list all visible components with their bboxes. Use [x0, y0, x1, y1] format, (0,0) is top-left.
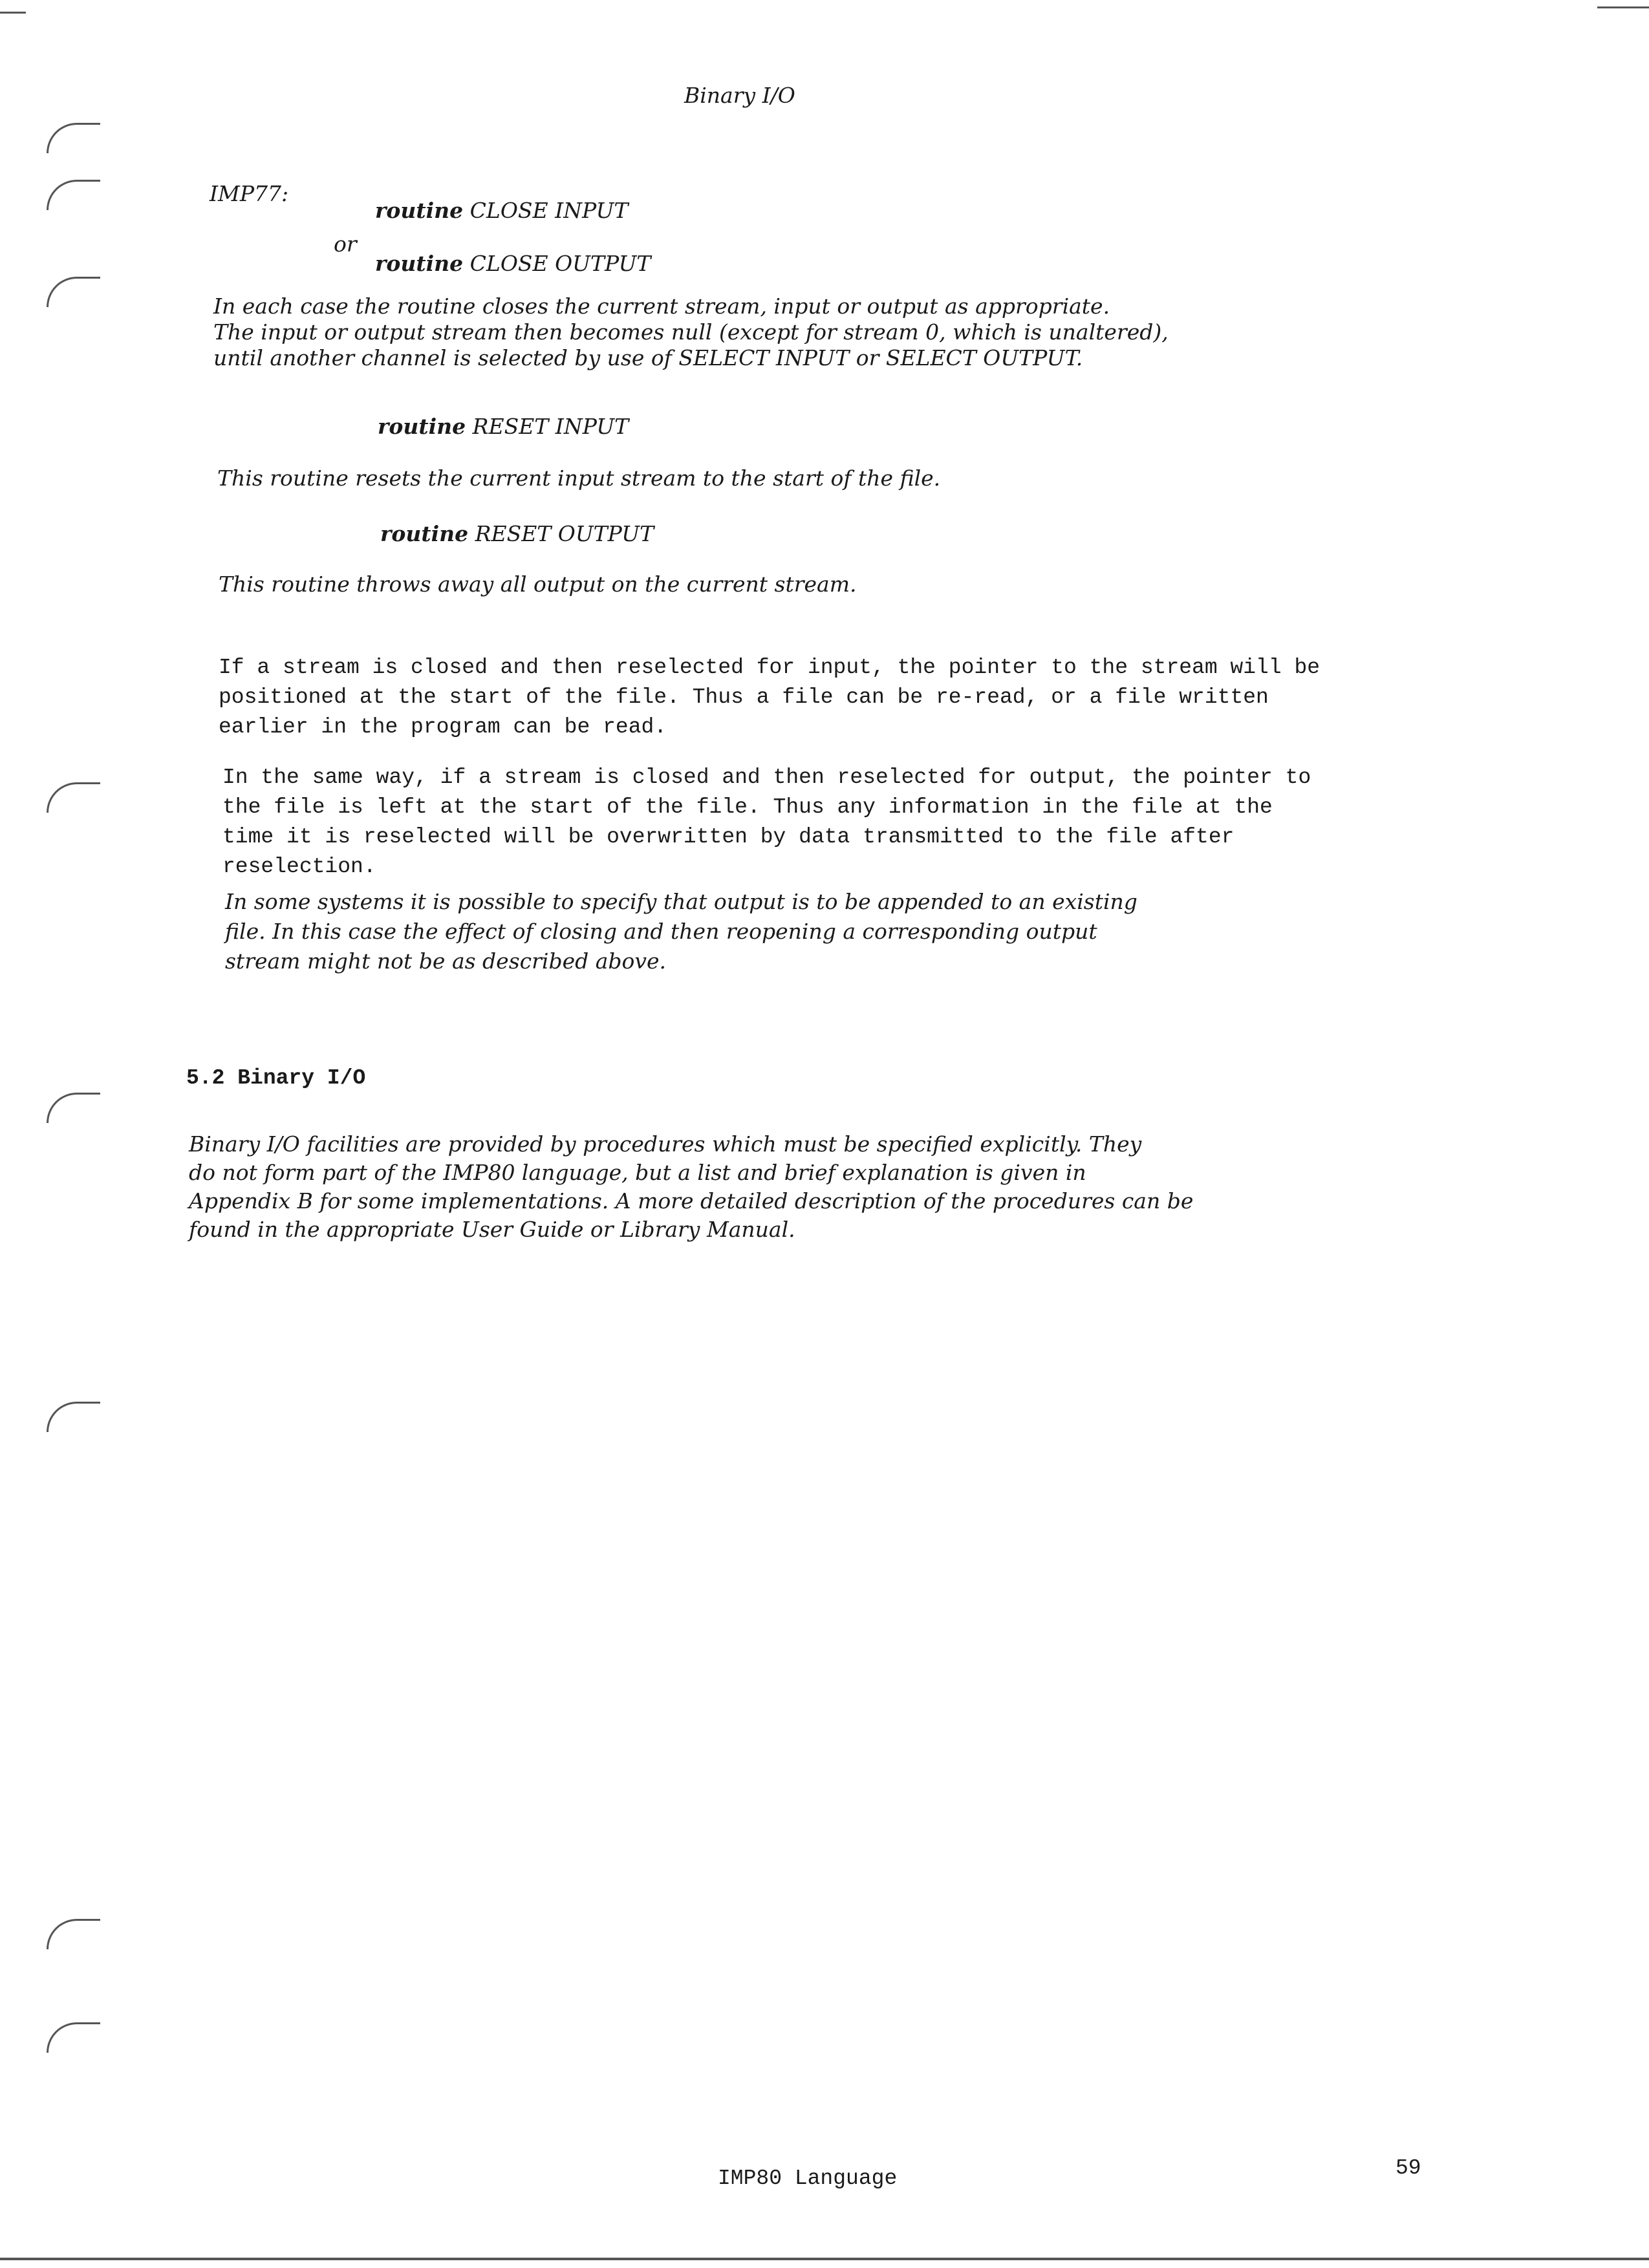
paragraph-line: If a stream is closed and then reselected for input, the pointer to the stream will be — [219, 656, 1320, 679]
paragraph-line: Binary I/O facilities are provided by procedures which must be specified explicitly. They — [189, 1131, 1142, 1157]
routine-keyword: routine — [378, 414, 466, 439]
bottom-rule — [0, 2258, 1649, 2260]
reset-output-name: RESET OUTPUT — [475, 521, 654, 546]
imp77-label: IMP77: — [210, 181, 289, 206]
top-left-edge-mark — [0, 12, 26, 14]
binder-hole-2 — [47, 180, 100, 210]
or-word: or — [334, 231, 357, 257]
paragraph-line: file. In this case the effect of closing and then reopening a corresponding output — [225, 919, 1097, 944]
close-description-line: until another channel is selected by use of SELECT INPUT or SELECT OUTPUT. — [213, 345, 1083, 370]
binder-hole-8 — [47, 2022, 100, 2053]
paragraph-line: earlier in the program can be read. — [219, 715, 667, 739]
paragraph-line: do not form part of the IMP80 language, but a list and brief explanation is given in — [189, 1160, 1086, 1185]
routine-keyword: routine — [380, 521, 469, 546]
reselect-input-paragraph — [219, 653, 1320, 742]
paragraph-line: time it is reselected will be overwritten by data transmitted to the file after — [222, 825, 1234, 849]
reset-output-description: This routine throws away all output on the current stream. — [219, 572, 857, 597]
reset-input-decl — [378, 414, 629, 440]
top-right-edge-mark — [1597, 6, 1649, 8]
binder-hole-1 — [47, 123, 100, 153]
paragraph-line: stream might not be as described above. — [225, 948, 667, 974]
binder-hole-3 — [47, 277, 100, 307]
binary-io-paragraph — [189, 1130, 1193, 1244]
binder-hole-6 — [47, 1402, 100, 1432]
close-input-name: CLOSE INPUT — [469, 198, 629, 223]
binder-hole-4 — [47, 782, 100, 813]
paragraph-line: Appendix B for some implementations. A more detailed description of the procedures can be — [189, 1188, 1194, 1214]
page-number: 59 — [1396, 2156, 1421, 2180]
paragraph-line: In some systems it is possible to specify that output is to be appended to an existing — [225, 889, 1137, 914]
routine-keyword: routine — [375, 198, 464, 223]
close-output-decl — [375, 251, 651, 277]
close-output-name: CLOSE OUTPUT — [469, 251, 651, 276]
paragraph-line: found in the appropriate User Guide or Library Manual. — [189, 1217, 795, 1242]
binder-hole-7 — [47, 1919, 100, 1949]
section-heading: 5.2 Binary I/O — [186, 1066, 366, 1090]
close-description — [213, 294, 1169, 371]
reselect-output-paragraph — [222, 763, 1311, 882]
paragraph-line: reselection. — [222, 855, 376, 879]
close-description-line: In each case the routine closes the current stream, input or output as appropriate. — [213, 294, 1110, 319]
binder-hole-5 — [47, 1093, 100, 1123]
running-title: Binary I/O — [684, 83, 795, 108]
reset-input-description: This routine resets the current input stream to the start of the file. — [217, 465, 941, 491]
paragraph-line: the file is left at the start of the file. Thus any information in the file at the — [222, 795, 1273, 819]
footer-title: IMP80 Language — [718, 2166, 898, 2190]
close-input-decl — [375, 198, 628, 224]
reset-input-name: RESET INPUT — [472, 414, 629, 439]
routine-keyword: routine — [375, 251, 464, 276]
paragraph-line: In the same way, if a stream is closed and then reselected for output, the pointer to — [222, 765, 1311, 789]
append-note-paragraph — [225, 887, 1137, 976]
reset-output-decl — [380, 521, 654, 547]
close-description-line: The input or output stream then becomes null (except for stream 0, which is unaltered), — [213, 319, 1169, 345]
paragraph-line: positioned at the start of the file. Thus a file can be re-read, or a file written — [219, 685, 1269, 709]
